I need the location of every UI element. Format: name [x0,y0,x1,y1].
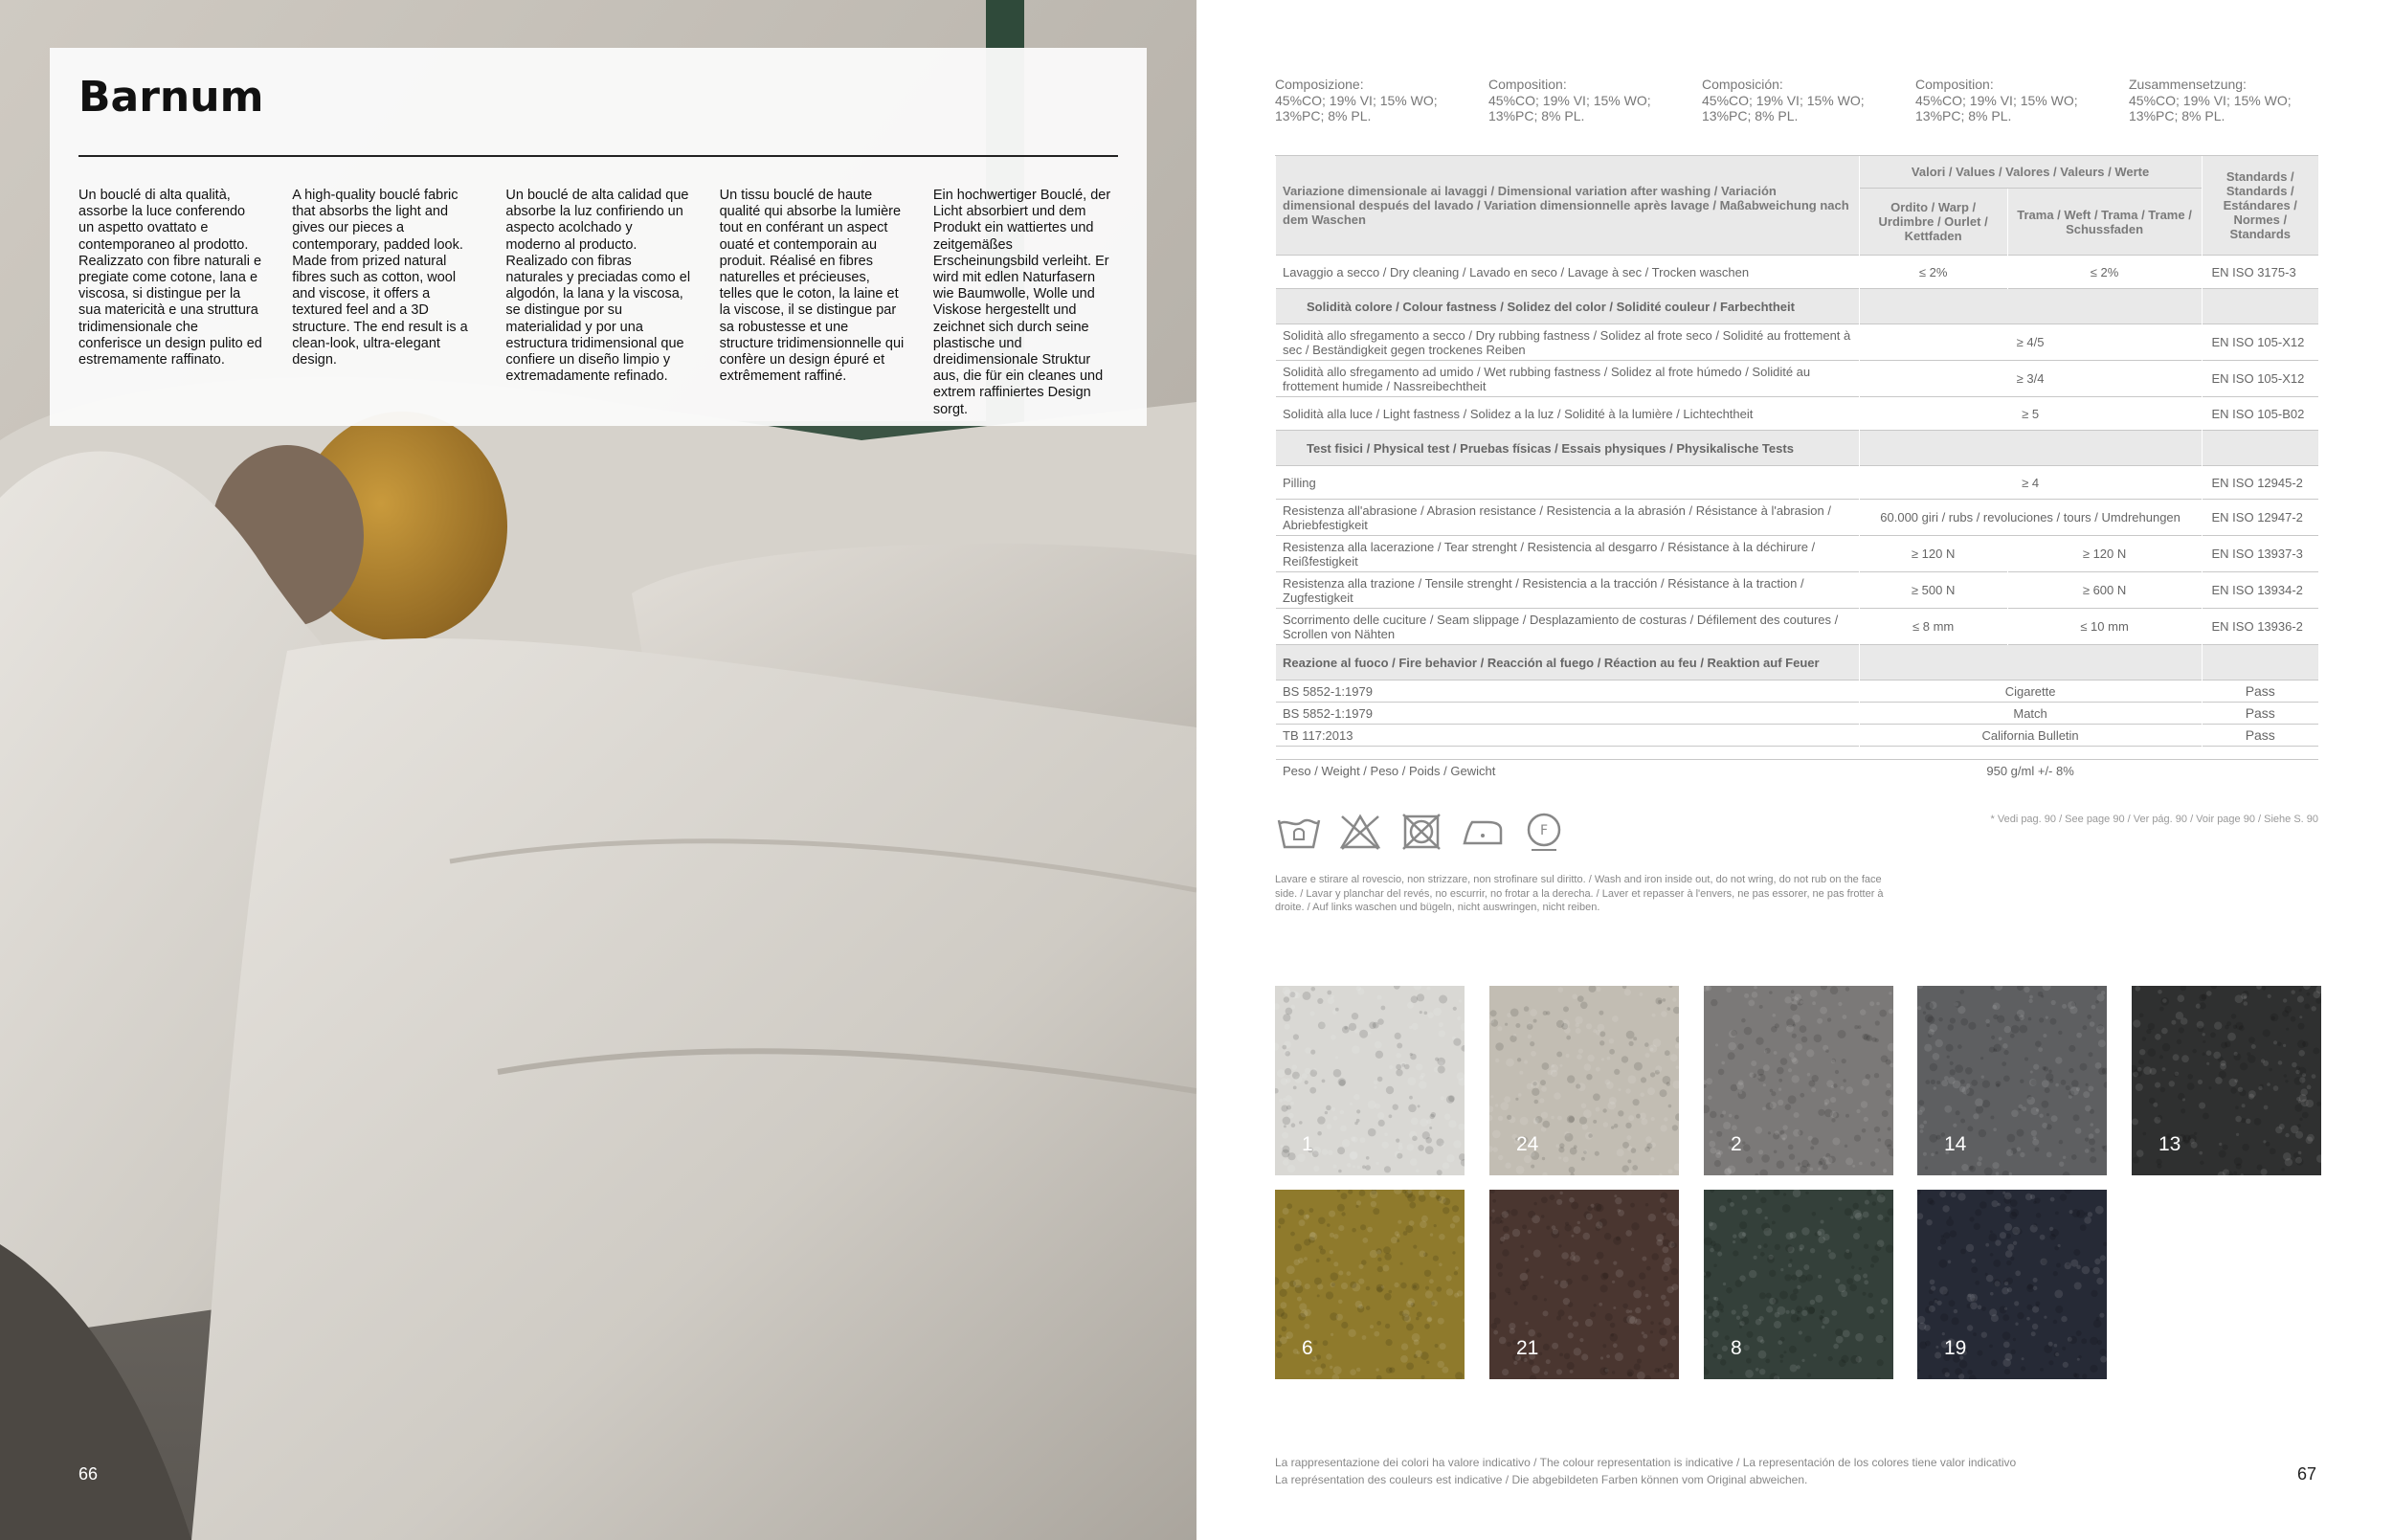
dimensional-variation-header: Variazione dimensionale ai lavaggi / Dimensional variation after washing / Variación dimensional después del lavado / Variation dimensionnelle après lavage / Maßabweichung nach dem Waschen [1276,156,1860,256]
table-row: Resistenza alla lacerazione / Tear strenght / Resistencia al desgarro / Résistance à la déchirure / Reißfestigkeit ≥ 120 N ≥ 120 N EN ISO 13937-3 [1276,536,2319,572]
table-row: Solidità alla luce / Light fastness / Solidez a la luz / Solidité à la lumière / Lichtechtheit ≥ 5 EN ISO 105-B02 [1276,397,2319,431]
no-bleach-icon [1336,811,1384,853]
table-row: Scorrimento delle cuciture / Seam slippage / Desplazamiento de costuras / Défilement des coutures / Scrollen von Nähten ≤ 8 mm ≤ 10 mm EN ISO 13936-2 [1276,609,2319,645]
weft-header: Trama / Weft / Trama / Trame / Schussfaden [2007,189,2202,256]
colour-disclaimer: La rappresentazione dei colori ha valore indicativo / The colour representation is indicative / La representación de los colores tiene valor indicativo La représentation des couleurs est indicative / Die abgebildeten Farben können vom Original abweichen. [1275,1456,2017,1486]
care-instructions: Lavare e stirare al rovescio, non strizzare, non strofinare sul diritto. / Wash and iron inside out, do not wring, do not rub on the face side. / Lavar y planchar del revés, no escurrir, no frotar a la derecha. / Laver et repasser à l'envers, ne pas essorer, ne pas frotter à droite. / Auf links waschen und bügeln, nicht auswringen, nicht reiben. [1275,874,1884,913]
swatch-2[interactable]: 2 [1704,986,1893,1175]
table-row: Pilling ≥ 4 EN ISO 12945-2 [1276,466,2319,500]
swatch-24[interactable]: 24 [1489,986,1679,1175]
reference-note: * Vedi pag. 90 / See page 90 / Ver pág. 90 / Voir page 90 / Siehe S. 90 [1990,814,2318,825]
product-title: Barnum [78,73,264,122]
fire-behavior-section: Reazione al fuoco / Fire behavior / Reacción al fuego / Réaction au feu / Reaktion auf Feuer [1276,645,2319,681]
table-spacer [1276,747,2319,760]
description-de: Ein hochwertiger Bouclé, der Licht absorbiert und dem Produkt ein wattiertes und zeitgemäßes Erscheinungsbild verleiht. Er wird mit edlen Naturfasern wie Baumwolle, Wolle und Viskose hergestellt und zeichnet sich durch seine plastische und dreidimensionale Struktur aus, die für ein cleanes und extrem raffiniertes Design sorgt. [932,188,1111,417]
description-fr: Un tissu bouclé de haute qualité qui absorbe la lumière tout en conférant un aspect ouaté et contemporain au produit. Réalisé en fibres naturelles et précieuses, telles que le coton, la laine et la viscose, il se distingue par sa robustesse et une structure tridimensionnelle qui confère un design épuré et extrêmement raffiné. [719,188,905,385]
page-number-left: 66 [78,1464,99,1484]
composition-it: Composizione: 45%CO; 19% VI; 15% WO; 13%PC; 8% PL. [1275,77,1438,123]
swatch-8[interactable]: 8 [1704,1190,1893,1379]
composition-fr: Composition: 45%CO; 19% VI; 15% WO; 13%PC; 8% PL. [1915,77,2078,123]
wash-30-hand-icon [1275,811,1323,853]
description-it: Un bouclé di alta qualità, assorbe la luce conferendo un aspetto ovattato e contemporaneo al prodotto. Realizzato con fibre naturali e pregiate come cotone, lana e viscosa, si distingue per la sua matericità e una struttura tridimensionale che conferisce un design pulito ed estremamente raffinato. [78,188,262,368]
swatch-21[interactable]: 21 [1489,1190,1679,1379]
care-icons [1275,811,1568,853]
composition-en: Composition: 45%CO; 19% VI; 15% WO; 13%PC; 8% PL. [1488,77,1651,123]
swatch-14[interactable]: 14 [1917,986,2107,1175]
table-row: Lavaggio a secco / Dry cleaning / Lavado en seco / Lavage à sec / Trocken waschen ≤ 2% ≤ 2% EN ISO 3175-3 [1276,256,2319,289]
swatch-6[interactable]: 6 [1275,1190,1465,1379]
physical-test-section: Test fisici / Physical test / Pruebas físicas / Essais physiques / Physikalische Tests [1276,431,2319,466]
dry-clean-f-icon [1520,811,1568,853]
warp-header: Ordito / Warp / Urdimbre / Ourlet / Kettfaden [1859,189,2007,256]
description-columns [78,188,1118,418]
left-page [0,0,1196,1540]
table-row: BS 5852-1:1979 Match Pass [1276,703,2319,725]
intro-card [50,48,1147,426]
svg-text:F: F [1539,823,1549,838]
table-row: Resistenza alla trazione / Tensile strenght / Resistencia a la tracción / Résistance à la traction / Zugfestigkeit ≥ 500 N ≥ 600 N EN ISO 13934-2 [1276,572,2319,609]
description-en: A high-quality bouclé fabric that absorbs the light and gives our pieces a contemporary, padded look. Made from prized natural fibres such as cotton, wool and viscose, it offers a textured feel and a 3D structure. The end result is a clean-look, ultra-elegant design. [292,188,468,368]
table-row: Peso / Weight / Peso / Poids / Gewicht 950 g/ml +/- 8% [1276,760,2319,782]
description-es: Un bouclé de alta calidad que absorbe la luz confiriendo un aspecto acolchado y moderno al producto. Realizado con fibras naturales y preciadas como el algodón, la lana y la viscosa, se distingue por su materialidad y por una estructura tridimensional que confiere un diseño limpio y extremadamente refinado. [505,188,691,385]
technical-spec-table [1275,155,2318,782]
composition-row [1275,77,2342,124]
table-row: TB 117:2013 California Bulletin Pass [1276,725,2319,747]
composition-de: Zusammensetzung: 45%CO; 19% VI; 15% WO; 13%PC; 8% PL. [2129,77,2292,123]
standards-header: Standards / Standards / Estándares / Normes / Standards [2202,156,2318,256]
composition-es: Composición: 45%CO; 19% VI; 15% WO; 13%PC; 8% PL. [1702,77,1865,123]
swatch-1[interactable]: 1 [1275,986,1465,1175]
values-header: Valori / Values / Valores / Valeurs / Werte [1859,156,2202,189]
page-number-right: 67 [2296,1464,2316,1484]
table-row: BS 5852-1:1979 Cigarette Pass [1276,681,2319,703]
table-row: Solidità allo sfregamento a secco / Dry rubbing fastness / Solidez al frote seco / Solidité au frottement à sec / Beständigkeit gegen trockenes Reiben ≥ 4/5 EN ISO 105-X12 [1276,324,2319,361]
colour-swatches [1275,986,2321,1378]
swatch-19[interactable]: 19 [1917,1190,2107,1379]
table-header-row [1276,156,2319,189]
table-row: Solidità allo sfregamento ad umido / Wet rubbing fastness / Solidez al frote húmedo / Solidité au frottement humide / Nassreibechtheit ≥ 3/4 EN ISO 105-X12 [1276,361,2319,397]
right-page [1196,0,2393,1540]
table-row: Resistenza all'abrasione / Abrasion resistance / Resistencia a la abrasión / Résistance à l'abrasion / Abriebfestigkeit 60.000 giri / rubs / revoluciones / tours / Umdrehungen EN ISO 12947-2 [1276,500,2319,536]
iron-low-icon [1459,811,1507,853]
colour-fastness-section: Solidità colore / Colour fastness / Solidez del color / Solidité couleur / Farbechtheit [1276,289,2319,324]
no-tumble-dry-icon [1398,811,1445,853]
swatch-13[interactable]: 13 [2132,986,2321,1175]
title-divider [78,155,1118,157]
